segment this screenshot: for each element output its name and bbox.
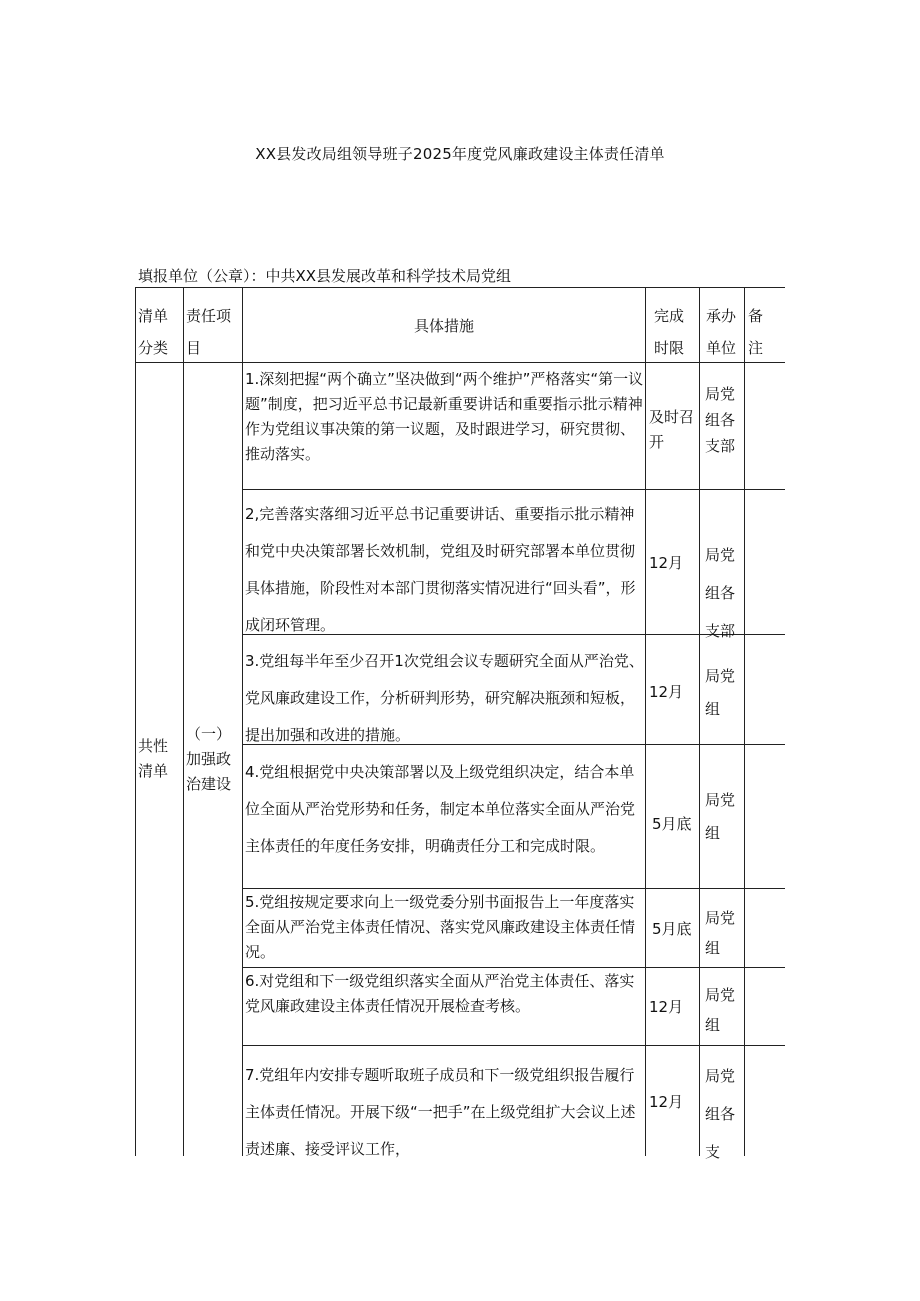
measure-5: 5.党组按规定要求向上一级党委分别书面报告上一年度落实全面从严治党主体责任情况、落实党风廉政建设主体责任情况。 — [245, 893, 636, 961]
deadline-5: 5月底 — [652, 920, 692, 938]
header-category: 清单分类 — [138, 307, 169, 357]
item-name: 加强政治建设 — [186, 750, 232, 793]
deadline-4: 5月底 — [652, 815, 692, 833]
header-deadline: 完成时限 — [654, 307, 685, 357]
deadline-3: 12月 — [649, 683, 684, 701]
page-title: XX县发改局组领导班子2025年度党风廉政建设主体责任清单 — [255, 145, 665, 163]
measure-6: 6.对党组和下一级党组织落实全面从严治党主体责任、落实党风廉政建设主体责任情况开展检查考核。 — [245, 972, 635, 1015]
header-item: 责任项目 — [186, 307, 232, 357]
deadline-7: 12月 — [649, 1093, 684, 1111]
deadline-6: 12月 — [649, 998, 684, 1016]
header-remark: 备注 — [748, 307, 764, 357]
header-measures: 具体措施 — [413, 317, 474, 335]
unit-5: 局党组 — [705, 909, 736, 957]
deadline-1: 及时召开 — [649, 408, 695, 451]
unit-1: 局党组各支部 — [705, 385, 736, 455]
measure-3: 3.党组每半年至少召开1次党组会议专题研究全面从严治党、党风廉政建设工作，分析研判形势，研究解决瓶颈和短板，提出加强和改进的措施。 — [245, 652, 644, 744]
unit-6: 局党组 — [705, 986, 736, 1034]
unit-2: 局党组各支部 — [705, 546, 736, 640]
measure-1: 1.深刻把握“两个确立”坚决做到“两个维护”严格落实“第一议题”制度，把习近平总书记最新重要讲话和重要指示批示精神作为党组议事决策的第一议题，及时跟进学习，研究贯彻、推动落实。 — [245, 370, 644, 463]
item-number: （一） — [186, 725, 232, 743]
header-unit: 承办单位 — [706, 307, 737, 357]
measure-7: 7.党组年内安排专题听取班子成员和下一级党组织报告履行主体责任情况。开展下级“一把手”在上级党组扩大会议上述责述廉、接受评议工作， — [245, 1066, 636, 1158]
unit-7: 局党组各支 — [705, 1067, 736, 1161]
reporting-unit: 填报单位（公章）：中共XX县发展改革和科学技术局党组 — [138, 267, 512, 285]
deadline-2: 12月 — [649, 554, 684, 572]
measure-4: 4.党组根据党中央决策部署以及上级党组织决定，结合本单位全面从严治党形势和任务，制定本单位落实全面从严治党主体责任的年度任务安排，明确责任分工和完成时限。 — [245, 763, 636, 855]
unit-3: 局党组 — [705, 667, 736, 718]
unit-4: 局党组 — [705, 791, 736, 842]
category-cell: 共性清单 — [138, 737, 169, 780]
measure-2: 2,完善落实落细习近平总书记重要讲话、重要指示批示精神和党中央决策部署长效机制，党组及时研究部署本单位贯彻具体措施，阶段性对本部门贯彻落实情况进行“回头看”，形成闭环管理。 — [245, 505, 636, 634]
